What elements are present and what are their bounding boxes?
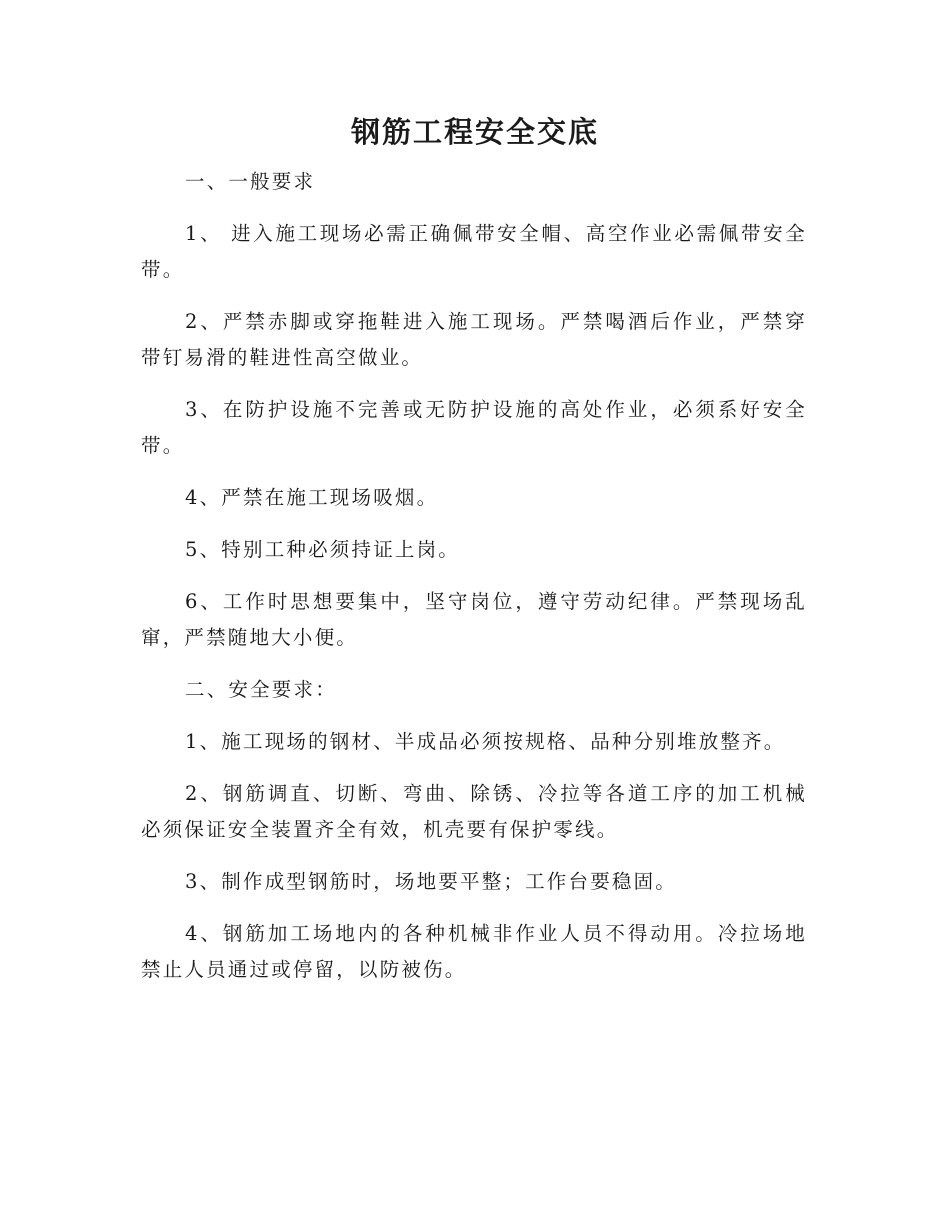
safety-item-4: 4、钢筋加工场地内的各种机械非作业人员不得动用。冷拉场地禁止人员通过或停留，以防被伤。 [141,922,807,981]
general-item-3: 3、在防护设施不完善或无防护设施的高处作业，必须系好安全带。 [141,398,807,457]
general-item-6: 6、工作时思想要集中，坚守岗位，遵守劳动纪律。严禁现场乱窜，严禁随地大小便。 [141,590,807,649]
document-title: 钢筋工程安全交底 [350,115,599,149]
document-body [141,164,807,988]
safety-item-2: 2、钢筋调直、切断、弯曲、除锈、冷拉等各道工序的加工机械必须保证安全装置齐全有效，机壳要有保护零线。 [141,782,807,841]
section-heading-safety: 二、安全要求： [185,678,337,701]
general-item-4: 4、严禁在施工现场吸烟。 [185,486,439,509]
general-item-1: 1、 进入施工现场必需正确佩带安全帽、高空作业必需佩带安全带。 [141,222,807,281]
general-item-5: 5、特别工种必须持证上岗。 [185,538,461,561]
section-heading-general: 一、一般要求 [185,170,316,193]
safety-item-3: 3、制作成型钢筋时，场地要平整；工作台要稳固。 [185,870,678,893]
general-item-2: 2、严禁赤脚或穿拖鞋进入施工现场。严禁喝酒后作业，严禁穿带钉易滑的鞋进性高空做业。 [141,310,807,369]
safety-item-1: 1、施工现场的钢材、半成品必须按规格、品种分别堆放整齐。 [185,730,786,753]
